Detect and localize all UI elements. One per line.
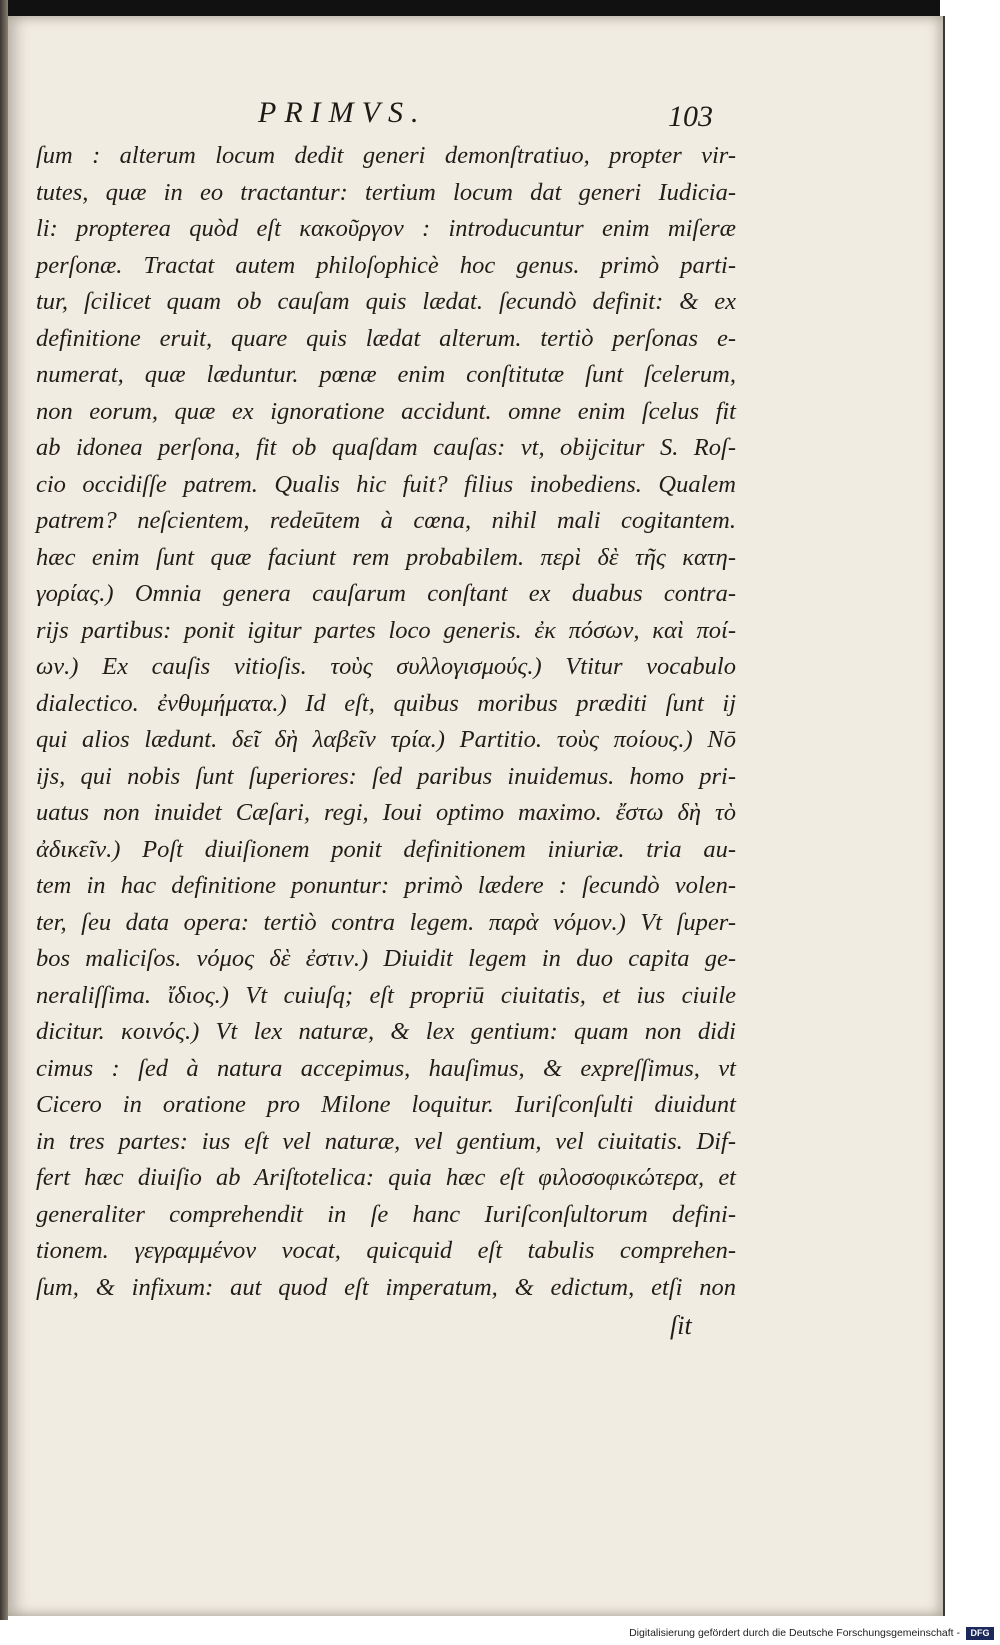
page-header (8, 86, 943, 136)
text-line: definitione eruit, quare quis lædat alterum. tertiò perſonas e- (36, 324, 736, 352)
text-line: numerat, quæ læduntur. pœnæ enim conſtitutæ ſunt ſcelerum, (36, 361, 736, 388)
text-line: neraliſſima. ἴδιος.) Vt cuiuſq; eſt propriū ciuitatis, et ius ciuile (36, 981, 736, 1009)
body-text (36, 138, 736, 1306)
text-line: ab idonea perſona, fit ob quaſdam cauſas: vt, obijcitur S. Roſ- (36, 434, 736, 461)
text-line: rijs partibus: ponit igitur partes loco generis. ἐκ πόσων, καὶ ποί- (36, 616, 736, 644)
text-line: qui alios lædunt. δεῖ δὴ λαβεῖν τρία.) Partitio. τοὺς ποίους.) Nō (36, 726, 736, 753)
text-line: dicitur. κοινός.) Vt lex naturæ, & lex gentium: quam non didi (36, 1018, 736, 1045)
text-line: generaliter comprehendit in ſe hanc Iuriſconſultorum defini- (36, 1200, 736, 1228)
text-line: li: propterea quòd eſt κακοῦργον : introducuntur enim miſeræ (36, 215, 736, 242)
book-page (8, 16, 945, 1616)
footer (0, 1624, 1000, 1645)
text-line: perſonæ. Tractat autem philoſophicè hoc genus. primò parti- (36, 251, 736, 279)
text-line: in tres partes: ius eſt vel naturæ, vel gentium, vel ciuitatis. Dif- (36, 1127, 736, 1155)
text-line: ter, ſeu data opera: tertiò contra legem. παρὰ νόμον.) Vt ſuper- (36, 908, 736, 936)
text-line: bos maliciſos. νόμος δὲ ἐστιν.) Diuidit legem in duo capita ge- (36, 945, 736, 972)
text-line: tutes, quæ in eo tractantur: tertium locum dat generi Iudicia- (36, 178, 736, 206)
text-line: ων.) Ex cauſis vitioſis. τοὺς συλλογισμούς.) Vtitur vocabulo (36, 653, 736, 680)
dfg-logo: DFG (966, 1627, 994, 1640)
text-line: non eorum, quæ ex ignoratione accidunt. omne enim ſcelus fit (36, 397, 736, 425)
text-line: tem in hac definitione ponuntur: primò lædere : ſecundò volen- (36, 872, 736, 899)
text-line: fert hæc diuiſio ab Ariſtotelica: quia hæc eſt φιλοσοφικώτερα, et (36, 1164, 736, 1191)
text-line: tur, ſcilicet quam ob cauſam quis lædat. ſecundò definit: & ex (36, 288, 736, 315)
scan-margin (940, 0, 1000, 1620)
text-line: cimus : ſed à natura accepimus, hauſimus, & expreſſimus, vt (36, 1054, 736, 1082)
text-line: ijs, qui nobis ſunt ſuperiores: ſed paribus inuidemus. homo pri- (36, 762, 736, 790)
text-line: ἀδικεῖν.) Poſt diuiſionem ponit definitionem iniuriæ. tria au- (36, 835, 736, 863)
text-line: Cicero in oratione pro Milone loquitur. Iuriſconſulti diuidunt (36, 1091, 736, 1118)
running-title: PRIMVS. (258, 96, 427, 129)
text-line: dialectico. ἐνθυμήματα.) Id eſt, quibus moribus præditi ſunt ij (36, 689, 736, 717)
page-number: 103 (668, 100, 713, 133)
text-line: ſum, & infixum: aut quod eſt imperatum, & edictum, etſi non (36, 1273, 736, 1301)
catchword: ſit (670, 1311, 692, 1340)
text-line: tionem. γεγραμμένον vocat, quicquid eſt tabulis comprehen- (36, 1237, 736, 1264)
text-line: hæc enim ſunt quæ faciunt rem probabilem. περὶ δὲ τῆς κατη- (36, 543, 736, 571)
text-line: patrem? neſcientem, redeūtem à cœna, nihil mali cogitantem. (36, 507, 736, 534)
book-spine (0, 0, 8, 1620)
funding-credit: Digitalisierung gefördert durch die Deutsche Forschungsgemeinschaft - (629, 1627, 960, 1639)
text-line: γορίας.) Omnia genera cauſarum conſtant ex duabus contra- (36, 580, 736, 607)
text-line: ſum : alterum locum dedit generi demonſtratiuo, propter vir- (36, 142, 736, 169)
text-line: cio occidiſſe patrem. Qualis hic fuit? filius inobediens. Qualem (36, 470, 736, 498)
text-line: uatus non inuidet Cæſari, regi, Ioui optimo maximo. ἔστω δὴ τὸ (36, 799, 736, 826)
